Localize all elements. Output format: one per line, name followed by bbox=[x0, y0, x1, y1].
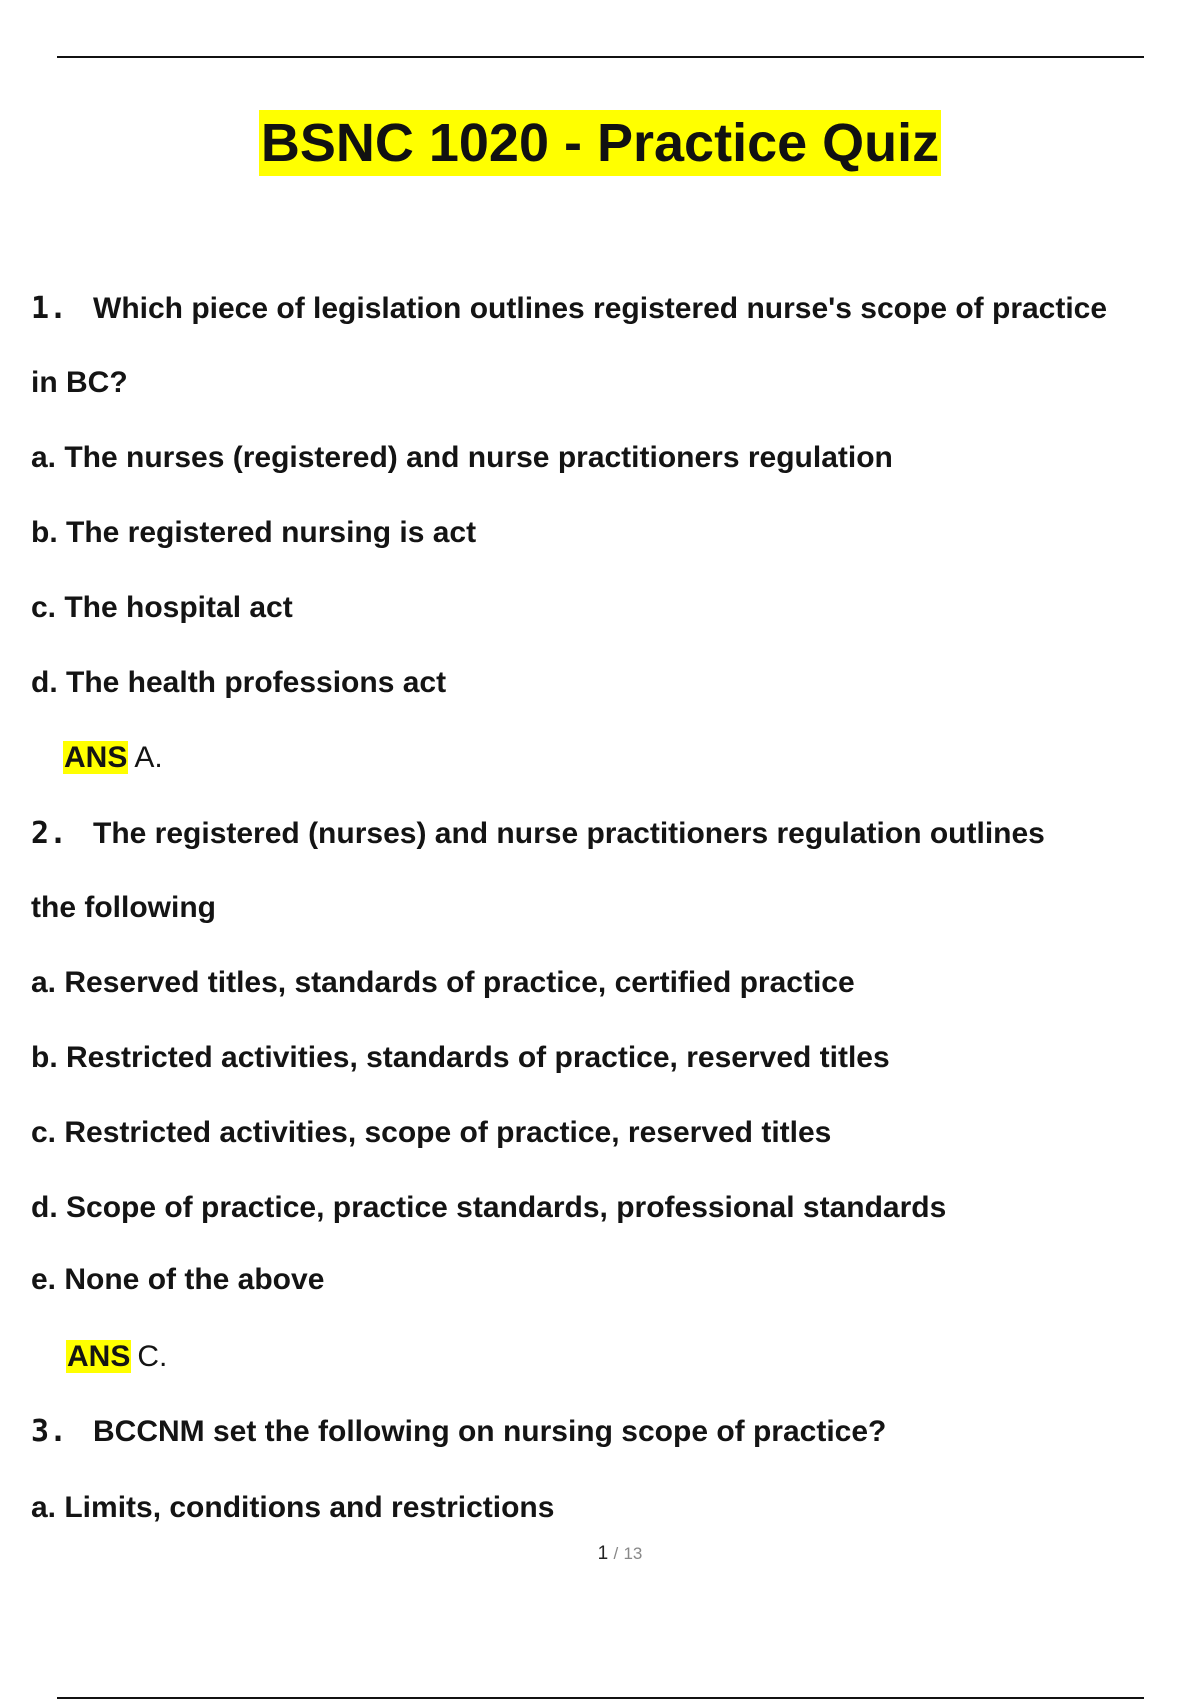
question-3-option-a: a. Limits, conditions and restrictions bbox=[31, 1491, 555, 1524]
page-separator: / bbox=[613, 1544, 619, 1563]
question-2-answer bbox=[66, 1337, 167, 1377]
question-2-number: 2. bbox=[31, 816, 68, 851]
question-3-number: 3. bbox=[31, 1414, 68, 1449]
question-2-option-a: a. Reserved titles, standards of practice, certified practice bbox=[31, 966, 855, 999]
question-1-option-d: d. The health professions act bbox=[31, 666, 447, 699]
question-1-option-a: a. The nurses (registered) and nurse practitioners regulation bbox=[31, 441, 893, 474]
question-3-text: BCCNM set the following on nursing scope of practice? bbox=[93, 1415, 887, 1448]
current-page: 1 bbox=[597, 1543, 609, 1564]
answer-label: ANS bbox=[64, 741, 128, 774]
question-2-option-e: e. None of the above bbox=[31, 1263, 325, 1296]
question-2-text: The registered (nurses) and nurse practitioners regulation outlines bbox=[93, 817, 1045, 850]
question-1-text: Which piece of legislation outlines registered nurse's scope of practice bbox=[93, 292, 1108, 325]
document-title: BSNC 1020 - Practice Quiz bbox=[259, 110, 941, 176]
question-1-text-continued: in BC? bbox=[31, 366, 128, 399]
answer-label: ANS bbox=[67, 1340, 131, 1373]
question-1-answer bbox=[63, 738, 163, 778]
question-2-option-d: d. Scope of practice, practice standards, professional standards bbox=[31, 1191, 947, 1224]
question-1-option-c: c. The hospital act bbox=[31, 591, 293, 624]
question-2-text-continued: the following bbox=[31, 891, 216, 924]
question-2-option-c: c. Restricted activities, scope of practice, reserved titles bbox=[31, 1116, 832, 1149]
question-3 bbox=[31, 1412, 886, 1452]
page-indicator bbox=[0, 1543, 1200, 1565]
question-1-option-b: b. The registered nursing is act bbox=[31, 516, 477, 549]
question-1-number: 1. bbox=[31, 291, 68, 326]
answer-value: C. bbox=[137, 1340, 168, 1373]
question-1 bbox=[31, 289, 1107, 329]
total-pages: 13 bbox=[623, 1544, 643, 1563]
answer-value: A. bbox=[134, 741, 163, 774]
question-2 bbox=[31, 814, 1045, 854]
title-wrap bbox=[0, 110, 1200, 176]
footer-rule bbox=[57, 1697, 1144, 1699]
header-rule bbox=[57, 56, 1144, 58]
question-2-option-b: b. Restricted activities, standards of practice, reserved titles bbox=[31, 1041, 890, 1074]
